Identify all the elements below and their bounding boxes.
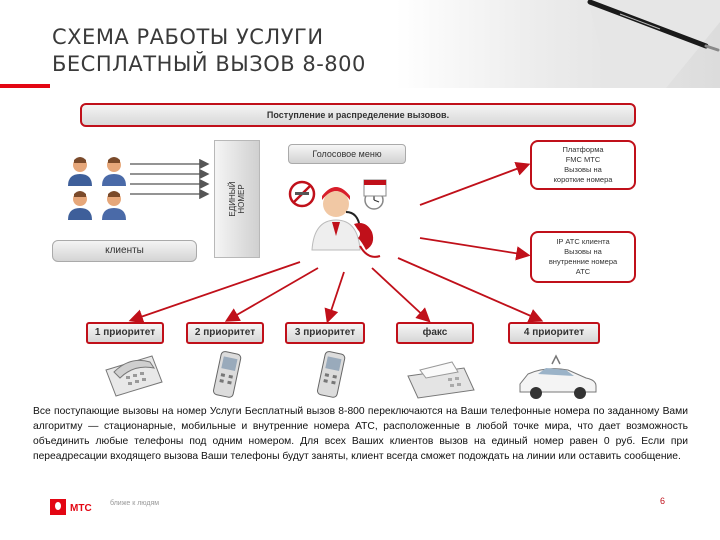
ip-line-2: Вызовы на: [564, 247, 602, 256]
mobile-phone-icon: [213, 351, 242, 398]
person-icon: [68, 191, 92, 220]
single-number-label: [228, 181, 246, 216]
page-number: 6: [660, 496, 666, 506]
fax-icon: [408, 362, 474, 398]
platform-line-3: Вызовы на: [564, 165, 602, 174]
mts-logo: [50, 499, 106, 517]
ip-line-4: АТС: [575, 267, 591, 276]
operator-icon: [312, 187, 360, 250]
fax-box: факс: [396, 322, 474, 344]
car-icon: [520, 356, 596, 399]
platform-fmc-box: [530, 140, 636, 190]
voice-menu-box: Голосовое меню: [288, 144, 406, 164]
priority-1-box: 1 приоритет: [86, 322, 164, 344]
single-number-line-2: НОМЕР: [237, 184, 246, 214]
priority-4-box: 4 приоритет: [508, 322, 600, 344]
person-icon: [102, 191, 126, 220]
tagline: ближе к людям: [110, 500, 160, 507]
title-line-2: БЕСПЛАТНЫЙ ВЫЗОВ 8-800: [52, 52, 366, 76]
person-icon: [102, 157, 126, 186]
person-icon: [68, 157, 92, 186]
priority-2-box: 2 приоритет: [186, 322, 264, 344]
priority-3-box: 3 приоритет: [285, 322, 365, 344]
telephone-icon: [106, 356, 162, 396]
call-flow-bar: Поступление и распределение вызовов.: [80, 103, 636, 127]
description-text: Все поступающие вызовы на номер Услуги Бесплатный вызов 8-800 переключаются на Ваши телефонные номера по заданному Вами алгоритму — стационарные, мобильные и внутренние номера АТС, расположенные в любой точке мира, что дает возможность объединить любые телефоны под одним номером. Для всех Ваших клиентов вызов на единый номер равен 0 руб. Если при переадресации входящего вызова Ваши телефоны будут заняты, клиент всегда сможет подождать на линии или оставить сообщение.: [33, 406, 688, 462]
platform-line-4: короткие номера: [553, 175, 613, 184]
device-icons: [0, 348, 720, 408]
no-smoking-icon: [290, 182, 314, 206]
platform-line-1: Платформа: [562, 145, 604, 154]
ip-line-3: внутренние номера: [548, 257, 618, 266]
ip-pbx-box: [530, 231, 636, 283]
operator-cluster: [288, 172, 398, 272]
clients-box: клиенты: [52, 240, 197, 262]
clients-group: [64, 156, 136, 222]
logo-text: МТС: [70, 503, 92, 514]
mobile-phone-icon: [317, 351, 346, 398]
single-number-box: [214, 140, 260, 258]
ip-line-1: IP АТС клиента: [556, 237, 610, 246]
platform-line-2: FMC МТС: [565, 155, 601, 164]
title-line-1: СХЕМА РАБОТЫ УСЛУГИ: [52, 25, 324, 49]
single-number-line-1: ЕДИНЫЙ: [228, 181, 237, 217]
calendar-icon: [364, 180, 386, 196]
